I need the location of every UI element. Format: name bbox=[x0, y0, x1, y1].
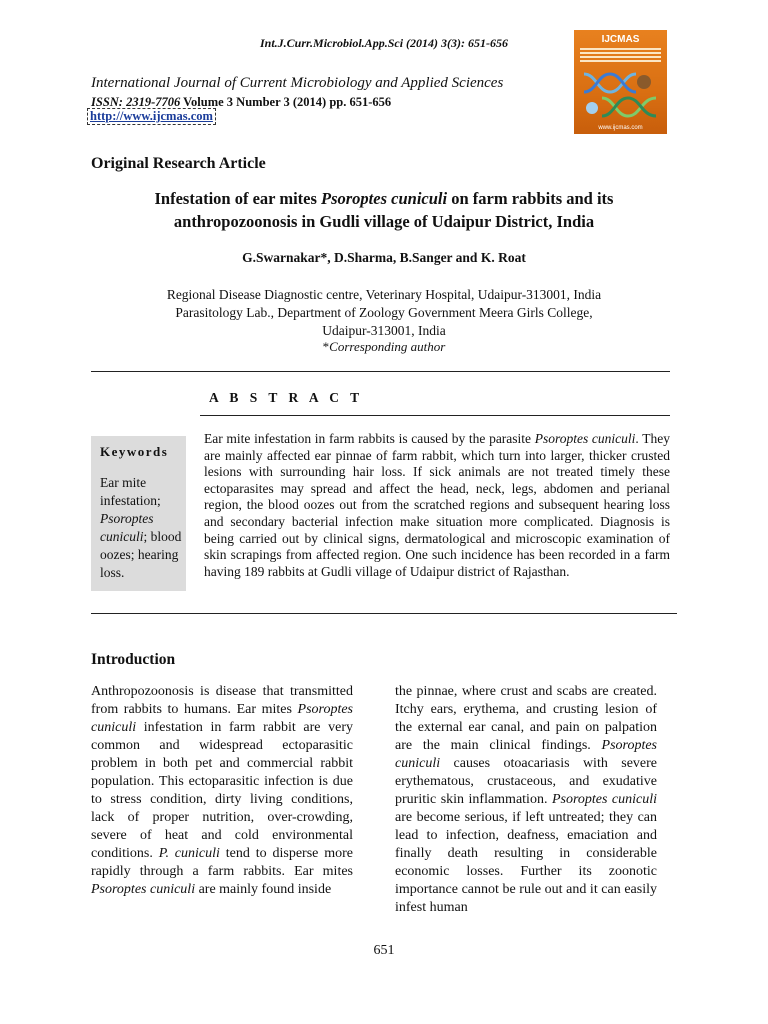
cover-stripe bbox=[580, 52, 661, 54]
journal-url-link[interactable]: http://www.ijcmas.com bbox=[87, 108, 216, 125]
species-name: Psoroptes cuniculi bbox=[551, 792, 657, 807]
author-list: G.Swarnakar*, D.Sharma, B.Sanger and K. Roat bbox=[242, 250, 526, 265]
corresponding-mark: * bbox=[322, 339, 330, 354]
keyword-species: Psoroptes cuniculi bbox=[100, 511, 154, 544]
abstract-species: Psoroptes cuniculi bbox=[534, 431, 636, 446]
intro-column-right bbox=[395, 683, 657, 917]
species-name: Psoroptes cuniculi bbox=[91, 882, 196, 897]
intro-text: causes otoacariasis with severe erythematous, crustaceous, and exudative pruritic skin inflammation. bbox=[395, 756, 657, 807]
abstract-text bbox=[204, 431, 670, 580]
cover-url: www.ijcmas.com bbox=[598, 125, 643, 131]
intro-text: infestation in farm rabbit are very common and widespread ectoparasitic problem in both pet and commercial rabbit population. This ectoparasitic infection is due to stress condition, dirty living conditions, lack of proper nutrition, over-crowding, severe of heat and cold environmental conditions. bbox=[91, 720, 353, 861]
keywords-list bbox=[100, 474, 184, 582]
abstract-heading: A B S T R A C T bbox=[209, 390, 364, 405]
keyword-text: ; blood oozes; hearing loss. bbox=[100, 529, 182, 580]
keyword-text: Ear mite infestation; bbox=[100, 475, 161, 508]
affiliation-line: Udaipur-313001, India bbox=[322, 323, 446, 338]
section-heading-introduction: Introduction bbox=[91, 651, 176, 668]
dna-helix-icon bbox=[580, 68, 661, 120]
intro-text: tend to disperse more rapidly through a farm rabbits. Ear mites bbox=[91, 846, 354, 879]
keywords-heading: Keywords bbox=[100, 444, 169, 459]
affiliation-line: Parasitology Lab., Department of Zoology Government Meera Girls College, bbox=[175, 305, 593, 320]
intro-text: the pinnae, where crust and scabs are created. Itchy ears, erythema, and crusting lesion of the external ear canal, and pain on palpation are the main clinical findings. bbox=[395, 684, 657, 753]
intro-column-left bbox=[91, 683, 353, 899]
species-name: Psoroptes cuniculi bbox=[395, 738, 657, 771]
cover-stripe bbox=[580, 60, 661, 62]
species-name: Psoroptes cuniculi bbox=[91, 702, 353, 735]
intro-text: are become serious, if left untreated; they can lead to infection, deafness, emaciation and finally death resulting in considerable economic losses. Further its zoonotic importance cannot be rule out and it can easily infest human bbox=[395, 810, 657, 915]
intro-text: are mainly found inside bbox=[195, 882, 332, 897]
article-title bbox=[91, 187, 677, 233]
divider bbox=[91, 613, 677, 614]
cover-stripe bbox=[580, 56, 661, 58]
corresponding-author bbox=[91, 339, 677, 355]
running-header: Int.J.Curr.Microbiol.App.Sci (2014) 3(3): 651-656 bbox=[259, 36, 508, 50]
intro-text: Anthropozoonosis is disease that transmitted from rabbits to humans. Ear mites bbox=[91, 684, 353, 717]
affiliations bbox=[91, 286, 677, 340]
title-text: on farm rabbits and its anthropozoonosis in Gudli village of Udaipur District, India bbox=[173, 189, 614, 231]
journal-name: International Journal of Current Microbiology and Applied Sciences bbox=[91, 75, 504, 91]
divider bbox=[200, 415, 670, 416]
divider bbox=[91, 371, 670, 372]
affiliation-line: Regional Disease Diagnostic centre, Veterinary Hospital, Udaipur-313001, India bbox=[166, 287, 602, 302]
title-species: Psoroptes cuniculi bbox=[321, 189, 448, 208]
issn: ISSN: 2319-7706 bbox=[91, 95, 181, 109]
corresponding-text: Corresponding author bbox=[329, 339, 446, 354]
abstract-span: Ear mite infestation in farm rabbits is caused by the parasite bbox=[204, 431, 535, 446]
cover-stripe bbox=[580, 48, 661, 50]
cover-acronym: IJCMAS bbox=[601, 34, 640, 45]
title-text: Infestation of ear mites bbox=[154, 189, 322, 208]
volume-info: Volume 3 Number 3 (2014) pp. 651-656 bbox=[183, 95, 392, 109]
page-number: 651 bbox=[373, 943, 395, 958]
article-type: Original Research Article bbox=[91, 155, 266, 172]
abstract-span: . They are mainly affected ear pinnae of farm rabbit, which turn into larger, thicker crusted lesions with surrounding hair loss. If sick animals are not treated timely these ectoparasites may spread and affect the head, neck, legs, abdomen and perianal region, the blood oozes out from the scratched regions and subsequent hearing loss and secondary bacterial infection make situation more complicated. Diagnosis is being carried out by clinical signs, dermatological and microscopic examination of skin scrapings from affected region. One such incidence has been recorded in a farm having 189 rabbits at Gudli village of Udaipur district of Rajasthan. bbox=[204, 431, 670, 579]
journal-cover-image bbox=[574, 30, 667, 134]
keywords-box bbox=[91, 436, 186, 591]
species-name: P. cuniculi bbox=[158, 846, 220, 861]
